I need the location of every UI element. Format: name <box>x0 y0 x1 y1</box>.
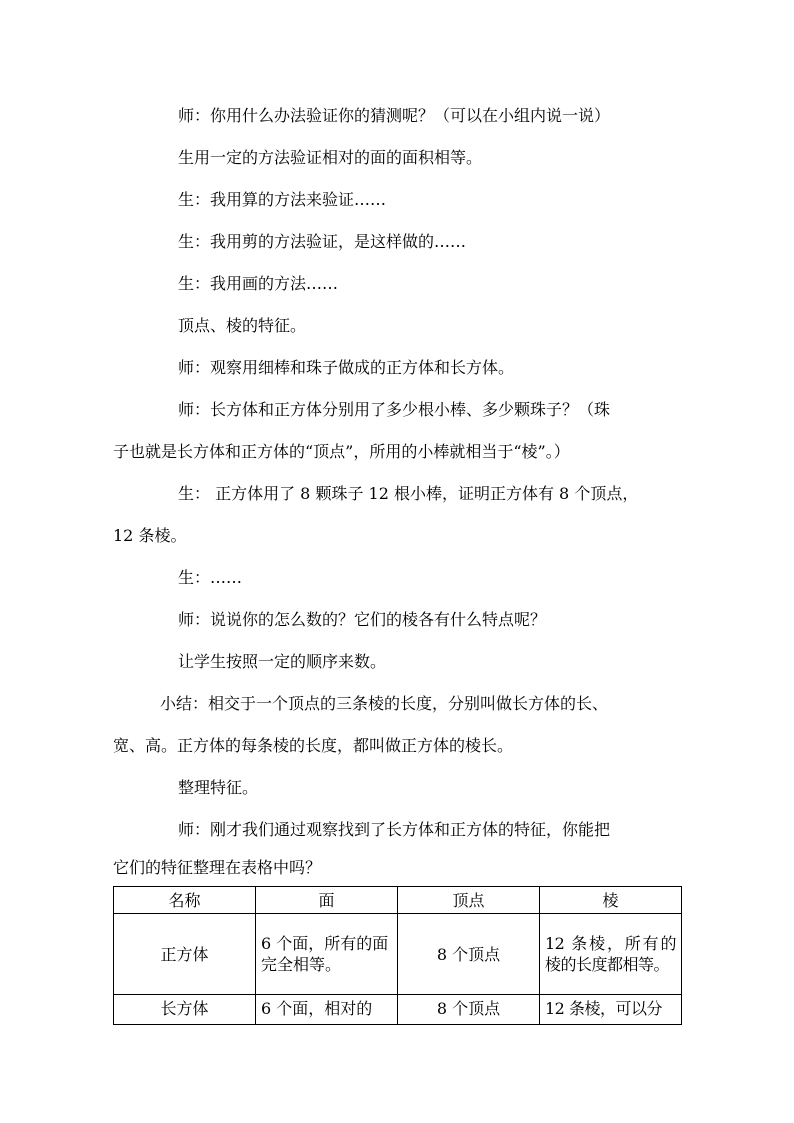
paragraph-line: 生：…… <box>178 568 243 587</box>
paragraph-line: 师：刚才我们通过观察找到了长方体和正方体的特征，你能把 <box>178 820 611 839</box>
table-header-row <box>114 887 682 914</box>
cell-vertices: 8 个顶点 <box>398 914 540 995</box>
cell-faces: 6 个面，相对的 <box>256 995 398 1025</box>
paragraph-line: 师：说说你的怎么数的？它们的棱各有什么特点呢？ <box>178 610 547 629</box>
header-faces: 面 <box>256 887 398 914</box>
table-row <box>114 995 682 1025</box>
section-heading: 顶点、棱的特征。 <box>178 316 307 335</box>
features-table <box>113 886 682 1025</box>
paragraph-line: 生： 正方体用了 8 颗珠子 12 根小棒，证明正方体有 8 个顶点， <box>178 484 639 503</box>
header-vertices: 顶点 <box>398 887 540 914</box>
paragraph-line: 师：观察用细棒和珠子做成的正方体和长方体。 <box>178 358 515 377</box>
paragraph-line: 师：长方体和正方体分别用了多少根小棒、多少颗珠子？（珠 <box>178 400 611 419</box>
cell-name: 长方体 <box>114 995 256 1025</box>
paragraph-line: 它们的特征整理在表格中吗？ <box>113 858 322 877</box>
cell-edges: 12 条棱，所有的棱的长度都相等。 <box>540 914 682 995</box>
summary-line: 宽、高。正方体的每条棱的长度，都叫做正方体的棱长。 <box>113 736 514 755</box>
section-heading: 整理特征。 <box>178 778 259 797</box>
cell-edges: 12 条棱，可以分 <box>540 995 682 1025</box>
cell-faces: 6 个面，所有的面完全相等。 <box>256 914 398 995</box>
paragraph-line: 生用一定的方法验证相对的面的面积相等。 <box>178 148 483 167</box>
table-row <box>114 914 682 995</box>
summary-line: 小结：相交于一个顶点的三条棱的长度，分别叫做长方体的长、 <box>160 694 609 713</box>
paragraph-line: 12 条棱。 <box>113 526 187 545</box>
paragraph-line: 生：我用算的方法来验证…… <box>178 190 387 209</box>
header-edges: 棱 <box>540 887 682 914</box>
paragraph-line: 生：我用剪的方法验证，是这样做的…… <box>178 232 467 251</box>
cell-vertices: 8 个顶点 <box>398 995 540 1025</box>
paragraph-line: 师：你用什么办法验证你的猜测呢？（可以在小组内说一说） <box>178 106 611 125</box>
header-name: 名称 <box>114 887 256 914</box>
paragraph-line: 生：我用画的方法…… <box>178 274 339 293</box>
paragraph-line: 让学生按照一定的顺序来数。 <box>178 652 387 671</box>
paragraph-line: 子也就是长方体和正方体的“顶点”，所用的小棒就相当于“棱”。） <box>113 442 570 461</box>
cell-name: 正方体 <box>114 914 256 995</box>
